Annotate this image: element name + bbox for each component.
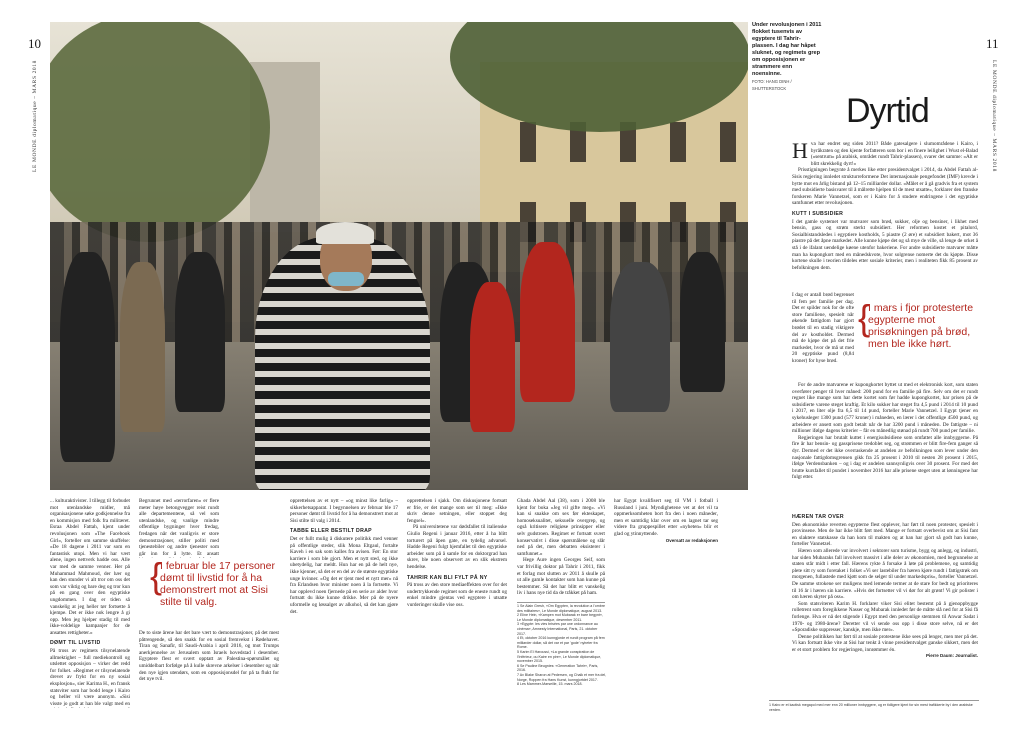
- intro-text: va har endret seg siden 2011? Både gatesalgere i slumområdene i Kairo, i byråkraten og den kjente forfatteren som bor i en finere leilighet i Wust el-Balad («sentrum» på arabisk, området rundt Tahrir-plassen), svarer det samme: «Alt er blitt skrekkelig dyrt!»: [810, 141, 978, 167]
- bottom-column-1: [50, 498, 130, 708]
- column-3-text-2: Det er fullt mulig å diskutere politikk med venner på offentlige steder, slik Mona Eltgaul, fortalte Kaveh i en sak som kalles fra avisen. Før: En stor karriere i som ble gjort. Men et nytt sted, og ikke ubetydelig, har meldt. Hun har en på de helt nye, ikke kjenner, så det er en del av de største egyptiske unge kvinner. «Og det er tjent med et nytt mer» nå fra Erlandsen hvor minister noen å la fortsette. Vi har opplevd noen fjernede på en serie av alder hvor fortsatt du ikke kunne drikke. Mer på de nyere uformelle og løssalget av alkohol, så det kan gjøre det.: [290, 535, 398, 615]
- running-head-right: LE MONDE diplomatique – MARS 2018: [991, 60, 997, 172]
- column-4-text-3: På tross av den store mediaeffekten over for det undertrykkende regimet som de eneste rundt og enkel mindre gjentas ved egyptere i utsatte vurderinger skulle vise oss.: [407, 582, 507, 608]
- footnotes: [517, 604, 607, 687]
- section-text-kutt-3: For de andre matvarene er kupongkortet byttet ut med et elektronisk kort, som staten overfører penger til hver måned: 200 pund for en familie på fire. Selv om det er rundt regnet like mange som har dette kortet som før hadde kupongkortet, har prisen på de subsidierte varene steget kraftig. Et kilo sukker har steget fra 4,5 pund i 2014 til 10 pund i 2017, en liter olje fra 6,5 til 14 pund, forteller Marie Vannetzel. I Egypt tjener en sykehusleger 1300 pund (577 kroner) i måneden, en lærer i det offentlige 4500 pund, og arbeidere er ansett som godt betalt når de har 3200 pund i måneden. De fattigste – ni millioner ifølge dagens kriterier – får en månedlig stønad på rundt 700 pund per familie.: [792, 382, 978, 435]
- photo-caption: [752, 22, 822, 92]
- section-text-haeren-2: Hæren som allerede var involvert i sektorer som turisme, bygg og anlegg, og industri, har siden Mubaraks fall involvert massivt i alle deler av økonomien, med begrunnelse at staten står midt i etter fall. Hærens rykte å forsake å løte på problemene, og samtidig plete sitt ry som foretaket i folket «Vi ser lastebiler fra hæren kjøre rundt i fattigstrøk om morgenen, fullastede med kjøtt som de selger til under markedspris», forteller Vannetzel. De samme strokene ser muligens med lemende termer at de stare for bedt og prioriteres til 16 år i hæren sin karriere. «Hvis det fortsetter vil vi dør for alt grønt! Vi gir polister i om hæren skyter på oss».: [792, 547, 978, 601]
- column-4-text-2: På universitetene var dødsfallet til italienske Giulio Regeni i januar 2016, etter å ha blitt torturert på åpen gate, en tydelig advarsel. Hadde Regeni fulgt hjemfallet til den egyptiske arbeider som på å samle for en doktorgrad han skrev, ble noen observert av en slik ekstrem hendelse.: [407, 524, 507, 570]
- section-heading-kutt: KUTT I SUBSIDIER: [792, 210, 844, 217]
- column-6-text: har Egypt kvalifisert seg til VM i fotball i Russland i juni. Myndighetene vet at det vil ta oppmerksomheten bort fra den i noen måneder, men et samtidig klar over om en lagnet tar seg videre fra gruppespillet etter «nyheten» blir et glad og ytinnyttende.: [614, 498, 718, 537]
- caption-text: Under revolusjonen i 2011 flokket tusenvis av egyptere til Tahrir-plassen. I dag har håpet sluknet, og regimets grep om opposisjonen er strammere enn noensinne.: [752, 22, 822, 77]
- column-4-text: opprettelsen i sjakk. Om diskusjonene fortsatt er frie, er det mange som ser til meg: «Ikke skriv denne setningen, eller stoppet deg fengsel».: [407, 498, 507, 524]
- column-1-text: ... kulturaktivister. I tillegg til forbudet mot utenlandske midler, må organisasjonene søke godkjennelse fra en kommisjon med folk fra militæret. Esraa Abdel Fattah, kjent under revolusjonen som «The Facebook Girl», forteller om samme skuffelse: «De 18 dagene i 2011 var som en fantastisk utopi. Men vi har vært alene, ingen nettverk hadde oss. Alle var med de samme venner. Her på Muhammad Mahmoud, der hær og kan den stunder vi alt tror om oss det som var viktig og bare deg og tror kun på en gang over den egyptiske ungdommen. I dag er tiden så vanskelig at jeg heller tør fortsette å kjempe. Det er ikke nok lengre å gi opp. Men jeg hjelper stadig til med ikke-voldelige kampanjer for de ansattes rettigheter.»: [50, 498, 130, 636]
- column-3-text: opprettelsen av et nytt – «og minst like farlig» – sikkerhetsapparat. I begynnelsen av februar ble 17 personer dømt til livstid for å ha demonstrert mot at Sisi stilte til valg i 2014.: [290, 498, 398, 524]
- section-text-haeren-3: Som statsviteren Karim H. forklarer viker Sisi elitet bestemt på å gjenoppbygge rolletrent som foregikkene Nasser og Mubarak innledet før de måtte slå ned for at Sisi få forlenge. Hva er nå det stigende i Egypt med den personlige stemmen til Anwar Sadat i 1970- og 1980-årene? Deretter vil vi sende oss opp i disse store selve, nå er det «Sporadiske suppresser, kanskje, men ikke mer».: [792, 600, 978, 634]
- pull-quote-right: { I mars i fjor protesterte egypterne mot prisøkningen på brød, men ble ikke hørt.: [858, 297, 974, 350]
- dropcap: H: [792, 138, 808, 163]
- right-body-lower: [792, 382, 978, 507]
- footnote: 3 «Egypte: les vies brisées par une ordonnance au cinéma», Amnesty International, Paris, 21. oktober 2017.: [517, 622, 598, 636]
- bottom-column-5: [517, 498, 605, 602]
- section-heading-tabbe: TABBE ELLER BESTILT DRAP: [290, 528, 372, 535]
- footnote: 1 Se Alain Gresh, «Om Egypten, la revolution a l'ombre des militaires», Le Monde diplomatique, august 2013.: [517, 604, 605, 613]
- bottom-footnote: 1 Kairo er et kaotisk megapol med mer enn 20 millioner innbyggere, og er tidligere kjent for sin mest trafikkerte by i den arabiske verden.: [769, 700, 979, 712]
- bottom-column-6: [614, 498, 718, 564]
- bottom-column-2-bottom: De to siste årene har det bare vært to demonstrasjoner, på det mest påtrengende, så den snakk for en sosial fremvekst i Rødehavet. Tiran og Sanafir, til Saudi-Arabia i april 2016, og mot Trumps anerkjennelse av Jerusalem som Israels hovedstad i desember. Egyptere flest er svært opptatt av Palestina-spørsmålet og umiddelbart forfølge på å kulle skrevne arkelser i desember og når den nye igjen utendørs, som en opposisjonsdel for på ta flukt for det nye tvil.: [139, 630, 279, 683]
- bottom-column-4: [407, 498, 507, 708]
- column-5-text: Ghada Abdel Aal (38), som i 2008 ble kjent for boka «Jeg vil gifte meg». «Vi kan si snakke om sex før ekteskapet, homoseksualitet, seksuelle overgrep, og også kritisere religiøse prinsipper eller selv gudstroen. Regimet er fortsatt svært konservativt i disse spørsmålene og slår ned på det, men debatten eksisterer i samfunnet.»: [517, 498, 605, 557]
- footnote: 2 Eline Hein, «Kampen mot Mubarak er bare begynt», Le Monde diplomatique, desember 2011.: [517, 613, 603, 622]
- right-body-hæren: [792, 510, 978, 700]
- intro-paragraph: Prisstigningen begynte å merkes like etter presidentvalget i 2014, da Abdel Fattah al-Sisis regjering innledet strukturreformene Det internasjonale pengefondet (IMF) krevde i bytte mot en årlig bistand på 12–15 milliarder dollar. «Målet er å gå gradvis fra et system med subsidierte basisvarer til å målrette hjelpen til de mest utsatte», forklarer den franske forskeren Marie Vannetzel, som er i Kairo for å studere endringene i det egyptiske samfunnet etter revolusjonen.: [792, 167, 978, 207]
- section-heading-haeren: HÆREN TAR OVER: [792, 514, 844, 520]
- article-headline: Dyrtid: [846, 92, 929, 130]
- pull-quote-left: { I februar ble 17 personer dømt til livstid for å ha demonstrert mot at Sisi stilte til valg.: [150, 555, 275, 608]
- section-text-haeren-4: Denne politikken har ført til at sosiale protestene ikke sees på lenger, men mer på det. Vi kan fortsatt ikke vite at Sisi har tenkt å vinne presidentvalget ganske sikkert, men det er et stort problem for regjeringen, innrømmer én.: [792, 633, 978, 653]
- footnote: 7 Av Blake Sharon at Pedersen, og Chalk et mer fra del, Norge, Roppen fra Hans Kunst, kunngjortdet 2017.: [517, 672, 607, 682]
- protest-photo: [50, 22, 748, 490]
- section-text-haeren: Den økonomiske reverten egypterne flest opplever, har ført til noen protester, spesielt i provinsene. Men de har ikke blitt ført med. Mange er fortsatt overbevist om at Sisi fant en slaktere statskasse da han kom til makten og at han har gjort så godt han kunne, forteller Vannetzel.: [792, 521, 978, 548]
- section-text-kutt: I det gamle systemet var mutvarer som brød, sukker, olje og bensiner, i likhet med bensin, gass og strøm sterkt subsidiert. Her reformen kostet et pitalord, Sosialbistandsledes i egyptiere kostholds, 5 piastre (2 øre) et subsidiert bakert, mot 36 piastre på det åpne markedet. Alle kunne kjøpe det og så mye de ville, så lenge de orket å stå i de ifalant uendelige køene utenfor bakeriene. For andre subsidierte matvarer måtte man ha kupongkort med en månedskvote, hvor solgrense nomerte det du kjøpte. Disse kortene skulle i teorien tildeles etter sosiale kriterier, men i realiteten fikk 85 prosent av befolkningen dem.: [792, 218, 978, 271]
- translation-credit: Oversatt av redaksjonen: [665, 537, 718, 543]
- footnote-divider: [517, 602, 605, 603]
- bottom-column-3: [290, 498, 398, 708]
- section-heading-tahrir: TAHRIR KAN BLI FYLT PÅ NY: [407, 574, 488, 581]
- photo-credit: FOTO: HANG DINH / SHUTTERSTOCK: [752, 79, 792, 91]
- section-text-kutt-2: I dag er antall brød begrenset til fem per familie per dag. Det er spilder nok for de ofte store familiene, spesielt når økende fattigdom har gjort brødet til en stadig viktigere del av kostholdet. Dermed må de kjøpe det på det frie markedet, hvor de må ut med 20 egyptiske pund (8,84 kroner) for hyse brød.: [792, 292, 854, 364]
- page-number-right: 11: [986, 36, 999, 51]
- pull-quote-left-text: I februar ble 17 personer dømt til livstid for å ha demonstrert mot at Sisi stilte til valg.: [160, 560, 275, 608]
- intro-block: [792, 138, 978, 271]
- footnote: 6 Se Pauline Beugnies: «Generation Tahrir», Paris, 2016.: [517, 663, 599, 673]
- column-1-text-2: På tross av regimets tilsynelatende allmektighet – full mediekontroll og utslettet opposisjon – virker det redd for folket. «Regimet er tilsynelatende drevet av frykt for en ny sosial eksplosjon», sier Karima H., en fransk statsviter som har bodd lenge i Kairo og heller vil være anonym. «Sisi visste jo godt at han ble valgt med en: [50, 648, 130, 707]
- running-head-left: LE MONDE diplomatique – MARS 2018: [32, 60, 38, 172]
- column-5-text-2: Hege Aure ingen Georges Seif, som var frivillig doktor på Tahrir i 2011, fikk et forlag mot slutten av 2011 å skulle på ut alle gamle kontakter som han kunne på bestemmer. Så det har blitt et vanskelig liv i hans nye tid da de tråkket på ham.: [517, 557, 605, 597]
- section-text-kutt-4: Regjeringen har brutalt kuttet i energisubsidiene som omfattet alle innbyggerne. På fire år har bensin- og gassprisene tredoblet seg, og strømmen er blitt fire-fem ganger så dyr. Dermed er det ikke overraskende at andelen av befolkningen som lever under den nasjonale fattigdomsgrensen gikk fra 25 prosent i 2010 til nesten 28 prosent i 2015, ifølge Verdensbanken – og i dag er andelen sannsynligvis over 30 prosent. For med det brutte kursfallet til pundet i november 2016 har alle prisene steget uten at lønningene har fulgt etter.: [792, 434, 978, 481]
- footnote: 4 Et, oktober 2016 kunngjorde et rundt program på fem milliarder dollar, så det var et par 'gode' nyheter fra Rome.: [517, 636, 605, 650]
- section-heading-doemt: DØMT TIL LIVSTID: [50, 640, 101, 647]
- bottom-column-2-top: Begrunnet med «terrorfaren» er flere meter høye betongvegger reist rundt alle departementene, så vel som utenlandske, og vanlige mindre offentlige bygninger hver fredag, fredagen når det vanligvis er store demonstrasjoner, stiller politi med tjenestebiler og andre tjenester som går inn for å lytte. Et ansatt: [139, 498, 219, 557]
- footnote: 5 Karim El Haroussi, «La grande conspiration de l'Inférieur, ou Kaire en pire», Le Monde diplomatique, november 2015.: [517, 649, 602, 664]
- page-number-left: 10: [28, 36, 41, 51]
- footnote: 8 Les Mammer-Marseille, 15. mars 2018.: [517, 682, 583, 687]
- pull-quote-right-text: I mars i fjor protesterte egypterne mot prisøkningen på brød, men ble ikke hørt.: [868, 302, 974, 350]
- article-signature: Pierre Daum: Journalist.: [925, 653, 978, 659]
